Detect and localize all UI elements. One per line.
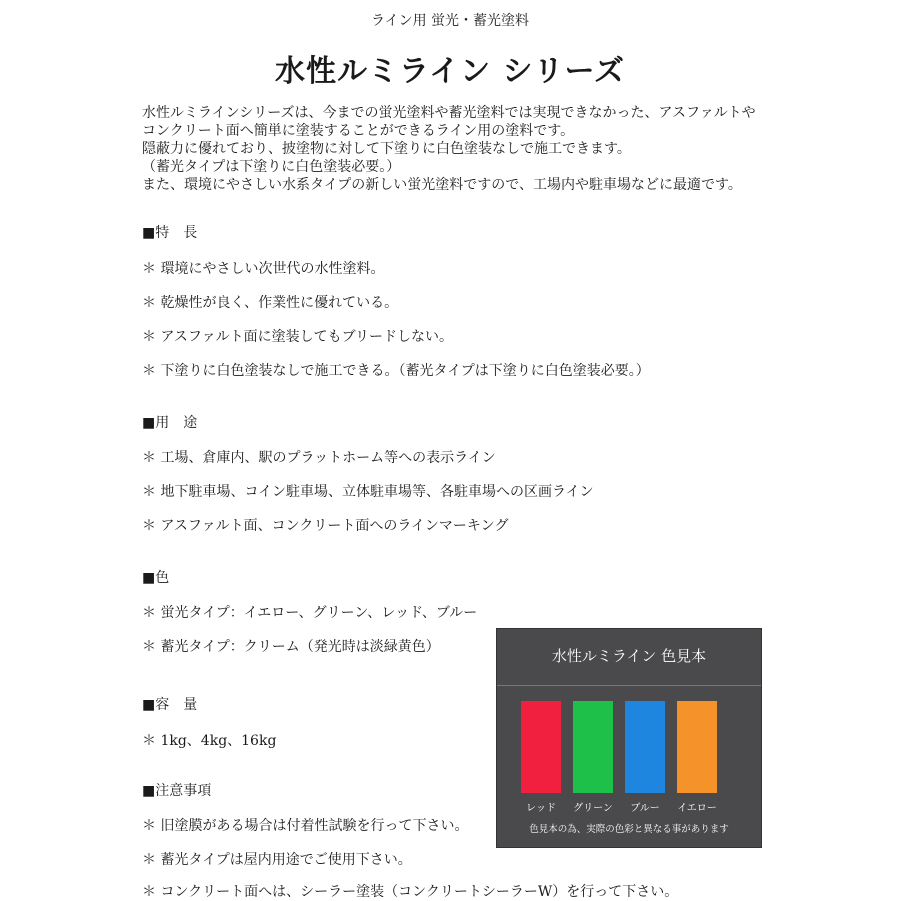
capacity-item: ＊ 1kg、4kg、16kg bbox=[142, 733, 277, 749]
cautions-item: ＊ コンクリート面へは、シーラー塗装（コンクリートシーラーW）を行って下さい。 bbox=[142, 884, 679, 900]
swatch-label: グリーン bbox=[573, 803, 613, 814]
cautions-item: ＊ 旧塗膜がある場合は付着性試験を行って下さい。 bbox=[142, 818, 469, 834]
colors-item: ＊ 蛍光タイプ：イエロー、グリーン、レッド、ブルー bbox=[142, 605, 478, 621]
uses-item: ＊ 工場、倉庫内、駅のプラットホーム等への表示ライン bbox=[142, 450, 496, 466]
features-item: ＊ 下塗りに白色塗装なしで施工できる。（蓄光タイプは下塗りに白色塗装必要。） bbox=[142, 363, 650, 379]
colors-item: ＊ 蓄光タイプ：クリーム（発光時は淡緑黄色） bbox=[142, 639, 440, 655]
red-swatch bbox=[521, 701, 561, 793]
uses-item: ＊ 地下駐車場、コイン駐車場、立体駐車場等、各駐車場への区画ライン bbox=[142, 484, 594, 500]
color-swatch-card bbox=[496, 628, 762, 848]
cautions-item: ＊ 蓄光タイプは屋内用途でご使用下さい。 bbox=[142, 852, 412, 868]
features-item: ＊ 環境にやさしい次世代の水性塗料。 bbox=[142, 261, 385, 277]
cautions-heading: ■注意事項 bbox=[142, 783, 212, 799]
features-heading: ■特 長 bbox=[142, 225, 198, 241]
intro-line: コンクリート面へ簡単に塗装することができるライン用の塗料です。 bbox=[142, 123, 575, 139]
swatch-disclaimer: 色見本の為、実際の色彩と異なる事があります bbox=[529, 824, 729, 835]
blue-swatch bbox=[625, 701, 665, 793]
colors-heading: ■色 bbox=[142, 570, 170, 586]
document-title: 水性ルミライン シリーズ bbox=[274, 54, 626, 89]
intro-line: また、環境にやさしい水系タイプの新しい蛍光塗料ですので、工場内や駐車場などに最適です。 bbox=[142, 177, 742, 193]
features-item: ＊ 乾燥性が良く、作業性に優れている。 bbox=[142, 295, 399, 311]
document-subtitle: ライン用 蛍光・蓄光塗料 bbox=[370, 13, 530, 29]
swatch-card-title: 水性ルミライン 色見本 bbox=[551, 647, 707, 665]
intro-paragraph bbox=[142, 104, 882, 194]
intro-line: （蓄光タイプは下塗りに白色塗装必要。） bbox=[142, 159, 401, 175]
features-item: ＊ アスファルト面に塗装してもブリードしない。 bbox=[142, 329, 454, 345]
uses-item: ＊ アスファルト面、コンクリート面へのラインマーキング bbox=[142, 518, 509, 534]
swatch-label: イエロー bbox=[677, 803, 717, 814]
uses-heading: ■用 途 bbox=[142, 415, 198, 431]
yellow-swatch bbox=[677, 701, 717, 793]
swatch-label: ブルー bbox=[630, 803, 660, 814]
divider bbox=[497, 685, 761, 686]
capacity-heading: ■容 量 bbox=[142, 697, 198, 713]
intro-line: 水性ルミラインシリーズは、今までの蛍光塗料や蓄光塗料では実現できなかった、アスファルトや bbox=[142, 105, 756, 121]
intro-line: 隠蔽力に優れており、披塗物に対して下塗りに白色塗装なしで施工できます。 bbox=[142, 141, 631, 157]
swatch-label: レッド bbox=[526, 803, 556, 814]
green-swatch bbox=[573, 701, 613, 793]
